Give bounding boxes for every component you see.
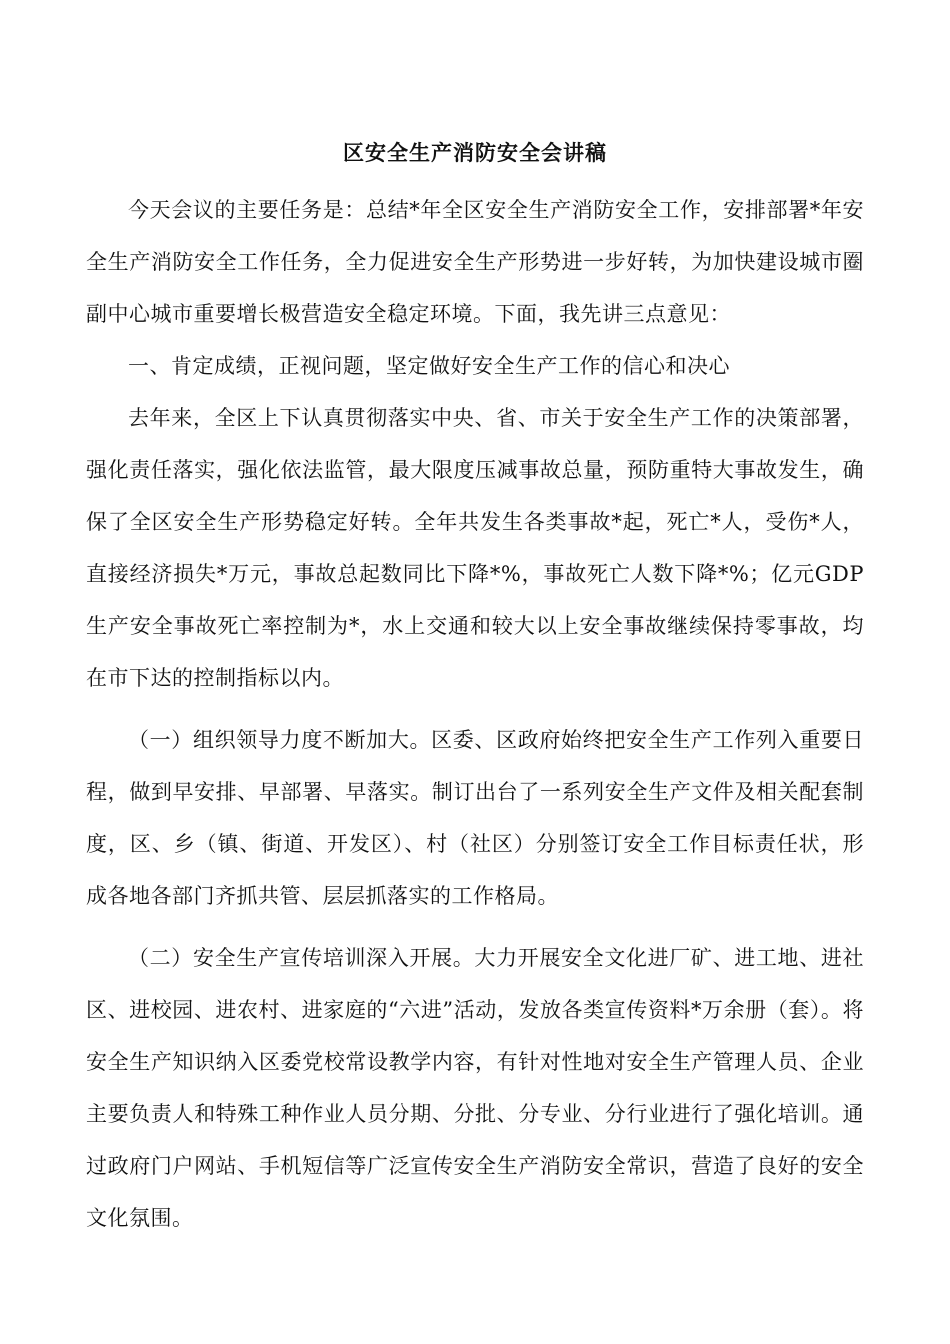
achievements-paragraph: 去年来，全区上下认真贯彻落实中央、省、市关于安全生产工作的决策部署，强化责任落实，强化依法监管，最大限度压减事故总量，预防重特大事故发生，确保了全区安全生产形势稳定好转。全年共发生各类事故*起，死亡*人，受伤*人，直接经济损失*万元，事故总起数同比下降*%，事故死亡人数下降*%；亿元GDP生产安全事故死亡率控制为*，水上交通和较大以上安全事故继续保持零事故，均在市下达的控制指标以内。 — [86, 406, 864, 690]
subsection-2-paragraph: （二）安全生产宣传培训深入开展。大力开展安全文化进厂矿、进工地、进社区、进校园、进农村、进家庭的“六进”活动，发放各类宣传资料*万余册（套）。将安全生产知识纳入区委党校常设教学内容，有针对性地对安全生产管理人员、企业主要负责人和特殊工种作业人员分期、分批、分专业、分行业进行了强化培训。通过政府门户网站、手机短信等广泛宣传安全生产消防安全常识，营造了良好的安全文化氛围。 — [86, 946, 864, 1230]
document-title: 区安全生产消防安全会讲稿 — [343, 140, 607, 165]
document-page — [86, 138, 864, 1244]
subsection-1-paragraph: （一）组织领导力度不断加大。区委、区政府始终把安全生产工作列入重要日程，做到早安排、早部署、早落实。制订出台了一系列安全生产文件及相关配套制度，区、乡（镇、街道、开发区）、村（社区）分别签订安全工作目标责任状，形成各地各部门齐抓共管、层层抓落实的工作格局。 — [86, 728, 864, 908]
section-heading-1: 一、肯定成绩，正视问题，坚定做好安全生产工作的信心和决心 — [128, 354, 730, 378]
intro-paragraph: 今天会议的主要任务是：总结*年全区安全生产消防安全工作，安排部署*年安全生产消防安全工作任务，全力促进安全生产形势进一步好转，为加快建设城市圈副中心城市重要增长极营造安全稳定环境。下面，我先讲三点意见： — [86, 198, 864, 326]
